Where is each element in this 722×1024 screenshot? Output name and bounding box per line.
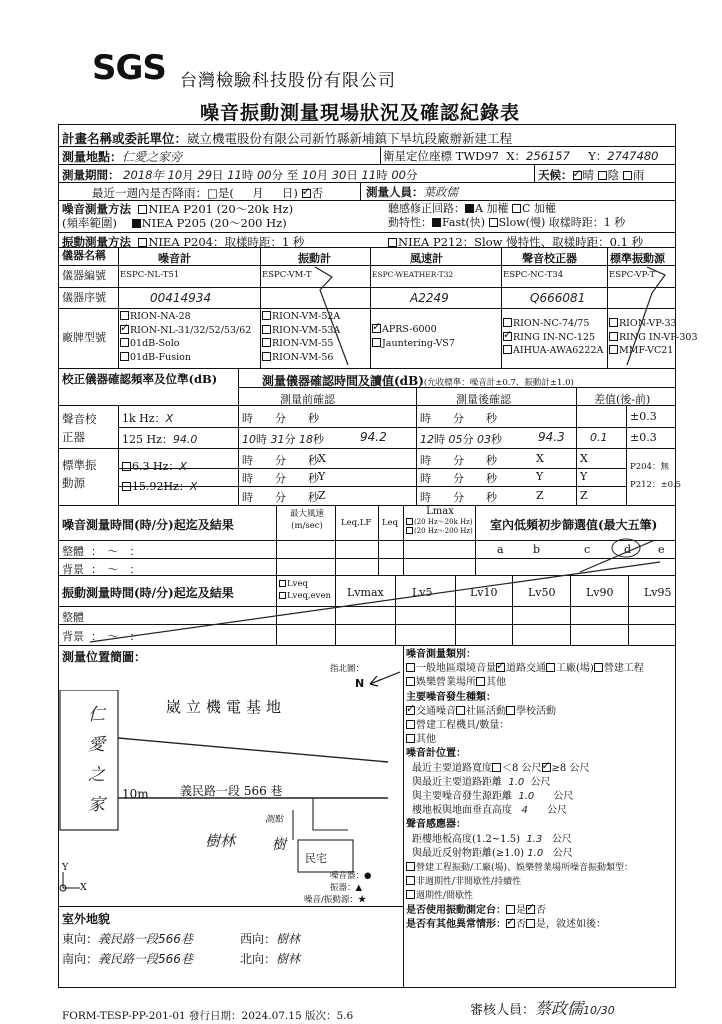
category-panel: 噪音測量類別： 一般地區環境音量✓ 道路交通 工廠(場) 營建工程 娛樂營業場所 其他 主要噪音發生種類： ✓交通噪音 社區活動 學校活動 營建工程機具/數量： 其他 噪音計位置： 最近主要道路寬度 ＜8 公尺✓ ≥8 公尺 與最近主要道路距離 1.0 公尺 與主要噪音發生源距離 1.0 公尺 樓地板與地面垂直高度 4 公尺 聲音感應器： 距樓地板高度(1.2~1.5) 1.3 公尺 與最近反射物距離(≥1.0) 1.0 公尺 營建工程振動/工廠(場)、娛樂營業場所噪音振動類型： 非週期性/非間歇性/持續性 週期性/間歇性 是否使用振動測定台： 是✓ 否 是否有其他異常情形：✓ 否 是，敘述如後： bbox=[406, 648, 674, 932]
cal-after-hdr: 測量後確認 bbox=[456, 393, 511, 406]
cal-after-time: 12時 05分 03秒 bbox=[420, 433, 502, 446]
slow-checkbox[interactable] bbox=[489, 218, 498, 227]
serial-cal: Q666081 bbox=[530, 291, 586, 305]
hdr-vib-meter: 振動計 bbox=[298, 252, 331, 265]
fast-checkbox[interactable] bbox=[432, 218, 441, 227]
code-noise: ESPC-NL-T51 bbox=[120, 270, 180, 280]
p205-checkbox[interactable] bbox=[132, 219, 141, 228]
models-wind: ✓APRS-6000 Jauntering-VS7 bbox=[372, 323, 455, 351]
std-column-strike bbox=[607, 265, 676, 368]
surroundings: 室外地貌 東向：義民路一段566巷 南向：義民路一段566巷 bbox=[62, 912, 193, 966]
reviewer-row: 審核人員：蔡政儒10/30 bbox=[470, 999, 615, 1018]
point-label: 測點 bbox=[265, 815, 284, 825]
cal-title-right: 測量儀器確認時間及讀值(dB)(允收標準：噪音計±0.7、振動計±1.0) bbox=[262, 374, 574, 388]
nursing-home-label: 仁 愛 之 家 bbox=[88, 705, 105, 815]
project-label: 計畫名稱或委託單位：崴立機電股份有限公司新竹縣新埔鎮下旱坑段廠辦新建工程 bbox=[62, 131, 513, 146]
p204-checkbox[interactable] bbox=[138, 238, 147, 247]
form-title: 噪音振動測量現場狀況及確認紀錄表 bbox=[200, 102, 521, 124]
weather-cloudy-checkbox[interactable] bbox=[598, 171, 607, 180]
p212: NIEA P212：Slow 慢特性、取樣時距：0.1 秒 bbox=[388, 234, 643, 250]
vib-method: 振動測量方法 NIEA P204：取樣時距：1 秒 bbox=[62, 235, 305, 249]
weather-rain-checkbox[interactable] bbox=[623, 171, 632, 180]
rain-row: 最近一週內是否降雨：□是( 月 日) ✓否 bbox=[92, 185, 323, 201]
vib-section-strike bbox=[60, 560, 676, 645]
p201-checkbox[interactable] bbox=[138, 205, 147, 214]
vib-time-title: 振動測量時間(時/分)起迄及結果 bbox=[62, 586, 234, 600]
base-label: 崴立機電基地 bbox=[166, 698, 287, 716]
models-cal: RION-NC-74/75 ✓RING IN-NC-125 AIHUA-AWA6222A bbox=[503, 317, 603, 358]
period-row: 測量期間： 2018年 10月 29日 11時 00分 至 10月 30日 11時 00分 bbox=[62, 168, 418, 182]
map-title: 測量位置簡圖： bbox=[62, 650, 147, 664]
company-name: 台灣檢驗科技股份有限公司 bbox=[180, 71, 396, 91]
cal-title-left: 校正儀器確認頻率及位準(dB) bbox=[62, 372, 218, 386]
map-legend: 噪音器：● 振器：▲ 噪音/振動源：★ bbox=[304, 871, 372, 905]
code-std: ESPC-VP-T bbox=[609, 270, 656, 280]
noise-time-title: 噪音測量時間(時/分)起迄及結果 bbox=[62, 518, 234, 532]
serial-wind: A2249 bbox=[410, 291, 449, 305]
project-value: 崴立機電股份有限公司新竹縣新埔鎮下旱坑段廠辦新建工程 bbox=[187, 131, 513, 146]
serial-noise: 00414934 bbox=[150, 291, 212, 305]
house-label: 民宅 bbox=[305, 852, 327, 865]
form-id: FORM-TESP-PP-201-01 發行日期：2024.07.15 版次：5.6 bbox=[62, 1010, 354, 1022]
trees-label-1: 樹林 bbox=[205, 832, 236, 850]
a-weight-checkbox[interactable] bbox=[465, 204, 474, 213]
trees-label-2: 樹 bbox=[272, 837, 286, 853]
road-label: 義民路一段 566 巷 bbox=[180, 784, 283, 798]
cal-diff-hdr: 差值(後-前) bbox=[594, 393, 651, 406]
hdr-calibrator: 聲音校正器 bbox=[522, 252, 577, 265]
cal-before-hdr: 測量前確認 bbox=[280, 393, 335, 406]
cal-diff-val: 0.1 bbox=[590, 431, 608, 444]
gps-coords: 衛星定位座標 TWD97 X：256157 Y：2747480 bbox=[383, 149, 659, 163]
cal-before-val: 94.2 bbox=[360, 430, 387, 444]
weighting: 聽感修正回路： A 加權 C 加權 動特性： Fast(快) Slow(慢) 取樣時距：1 秒 bbox=[388, 202, 626, 229]
models-std: RION-VP-33 RING IN-VP-303 MMF-VC21 bbox=[609, 317, 698, 358]
weather: 天候：✓ 晴 陰 雨 bbox=[538, 167, 644, 183]
models-noise: RION-NA-28 ✓RION-NL-31/32/52/53/62 01dB-Solo 01dB-Fusion bbox=[120, 310, 251, 364]
p212-checkbox[interactable] bbox=[388, 238, 397, 247]
noise-method: 噪音測量方法 NIEA P201 (20～20k Hz) (頻率範圍) NIEA P205 (20～200 Hz) bbox=[62, 202, 294, 230]
sound-cal-label: 聲音校正器 bbox=[62, 412, 97, 444]
cal-after-val: 94.3 bbox=[538, 430, 565, 444]
rain-no-checkbox[interactable] bbox=[302, 189, 311, 198]
location-value: 仁愛之家旁 bbox=[122, 150, 183, 164]
models-vib: RION-VM-52A RION-VM-53A RION-VM-55 RION-VM-56 bbox=[262, 310, 340, 364]
vib-column-strike bbox=[260, 265, 370, 368]
cal-1k: 1k Hz：X bbox=[122, 412, 174, 425]
sgs-logo: SGS bbox=[92, 48, 166, 88]
code-cal: ESPC-NC-T34 bbox=[503, 270, 564, 280]
axis-icon bbox=[58, 870, 82, 892]
location-row: 測量地點：仁愛之家旁 bbox=[62, 150, 183, 164]
std-vib-label: 標準振動源 bbox=[62, 458, 97, 490]
cal-before-time: 10時 31分 18秒 bbox=[242, 433, 324, 446]
weather-sunny-checkbox[interactable] bbox=[573, 171, 582, 180]
hdr-noise-meter: 噪音計 bbox=[158, 252, 191, 265]
cal-125: 125 Hz：94.0 bbox=[122, 433, 198, 446]
code-vib: ESPC-VM-T bbox=[262, 270, 312, 280]
c-weight-checkbox[interactable] bbox=[512, 204, 521, 213]
north-arrow-label: N bbox=[355, 677, 365, 690]
north-arrow-icon bbox=[368, 668, 404, 690]
personnel: 測量人員：葉政儒 bbox=[366, 185, 458, 199]
hdr-anemometer: 風速計 bbox=[410, 252, 443, 265]
hdr-std-vib: 標準振動源 bbox=[610, 252, 665, 265]
dist-label: 10m bbox=[122, 787, 149, 801]
code-wind: ESPC-WEATHER-T32 bbox=[372, 270, 454, 279]
